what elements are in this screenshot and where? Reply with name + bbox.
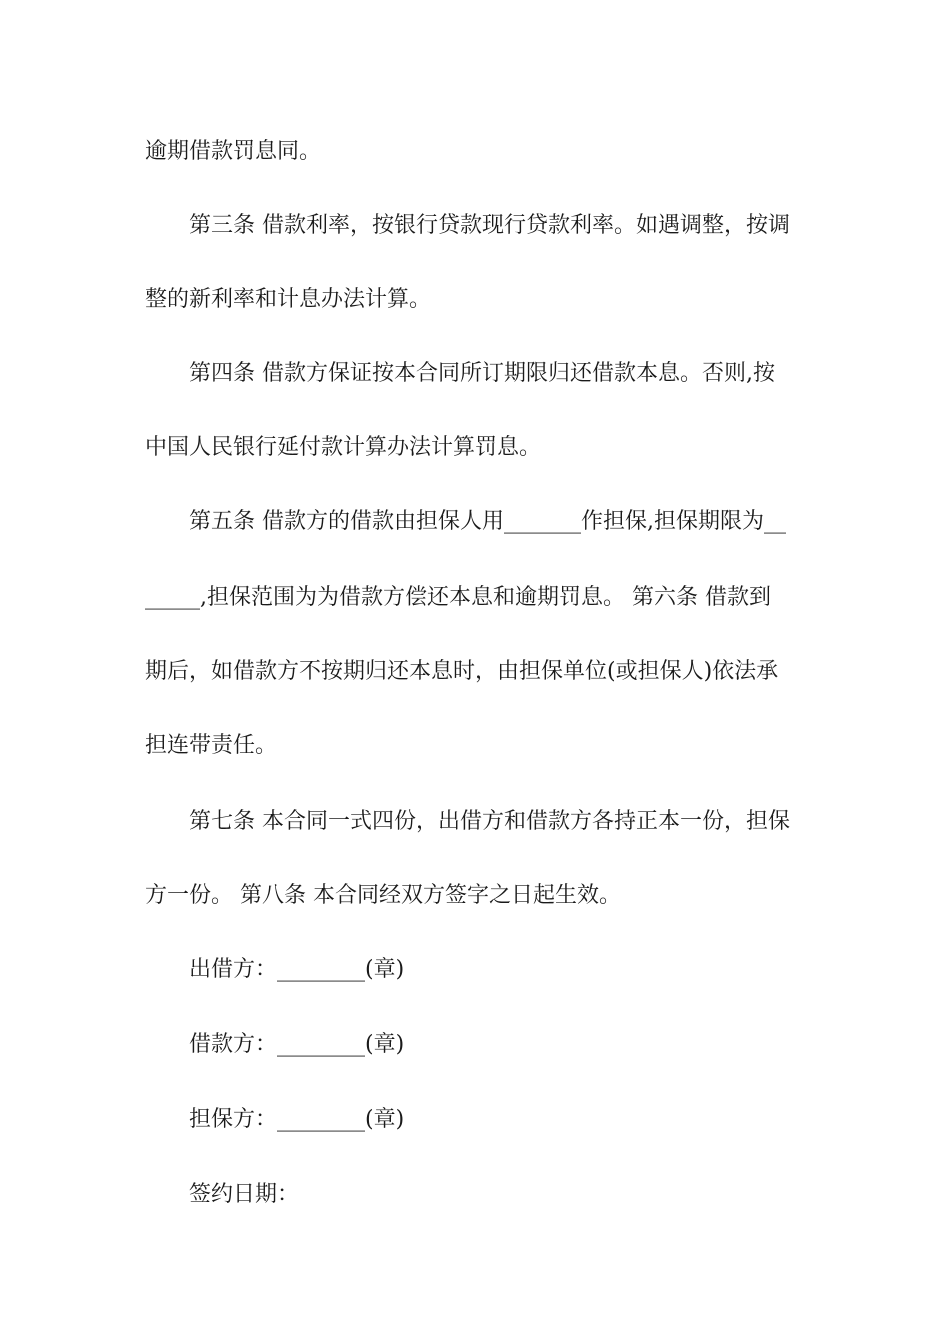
paragraph-line: 担连带责任。 — [145, 733, 278, 758]
paragraph-line: 逾期借款罚息同。 — [145, 139, 322, 164]
article-3-line: 第三条 借款利率，按银行贷款现行贷款利率。如遇调整，按调 — [189, 213, 790, 238]
article-5-line: 第五条 借款方的借款由担保人用_______作担保,担保期限为__ — [189, 509, 786, 534]
paragraph-line: 中国人民银行延付款计算办法计算罚息。 — [145, 435, 542, 460]
signing-date: 签约日期： — [189, 1182, 300, 1207]
guarantor-signature: 担保方：________(章) — [189, 1107, 405, 1132]
paragraph-line: _____,担保范围为为借款方偿还本息和逾期罚息。 第六条 借款到 — [145, 585, 771, 610]
paragraph-line: 整的新利率和计息办法计算。 — [145, 287, 432, 312]
lender-signature: 出借方：________(章) — [189, 957, 405, 982]
paragraph-line: 方一份。 第八条 本合同经双方签字之日起生效。 — [145, 883, 621, 908]
article-7-line: 第七条 本合同一式四份，出借方和借款方各持正本一份，担保 — [189, 809, 790, 834]
borrower-signature: 借款方：________(章) — [189, 1032, 405, 1057]
article-4-line: 第四条 借款方保证按本合同所订期限归还借款本息。否则,按 — [189, 361, 775, 386]
paragraph-line: 期后，如借款方不按期归还本息时，由担保单位(或担保人)依法承 — [145, 659, 779, 684]
